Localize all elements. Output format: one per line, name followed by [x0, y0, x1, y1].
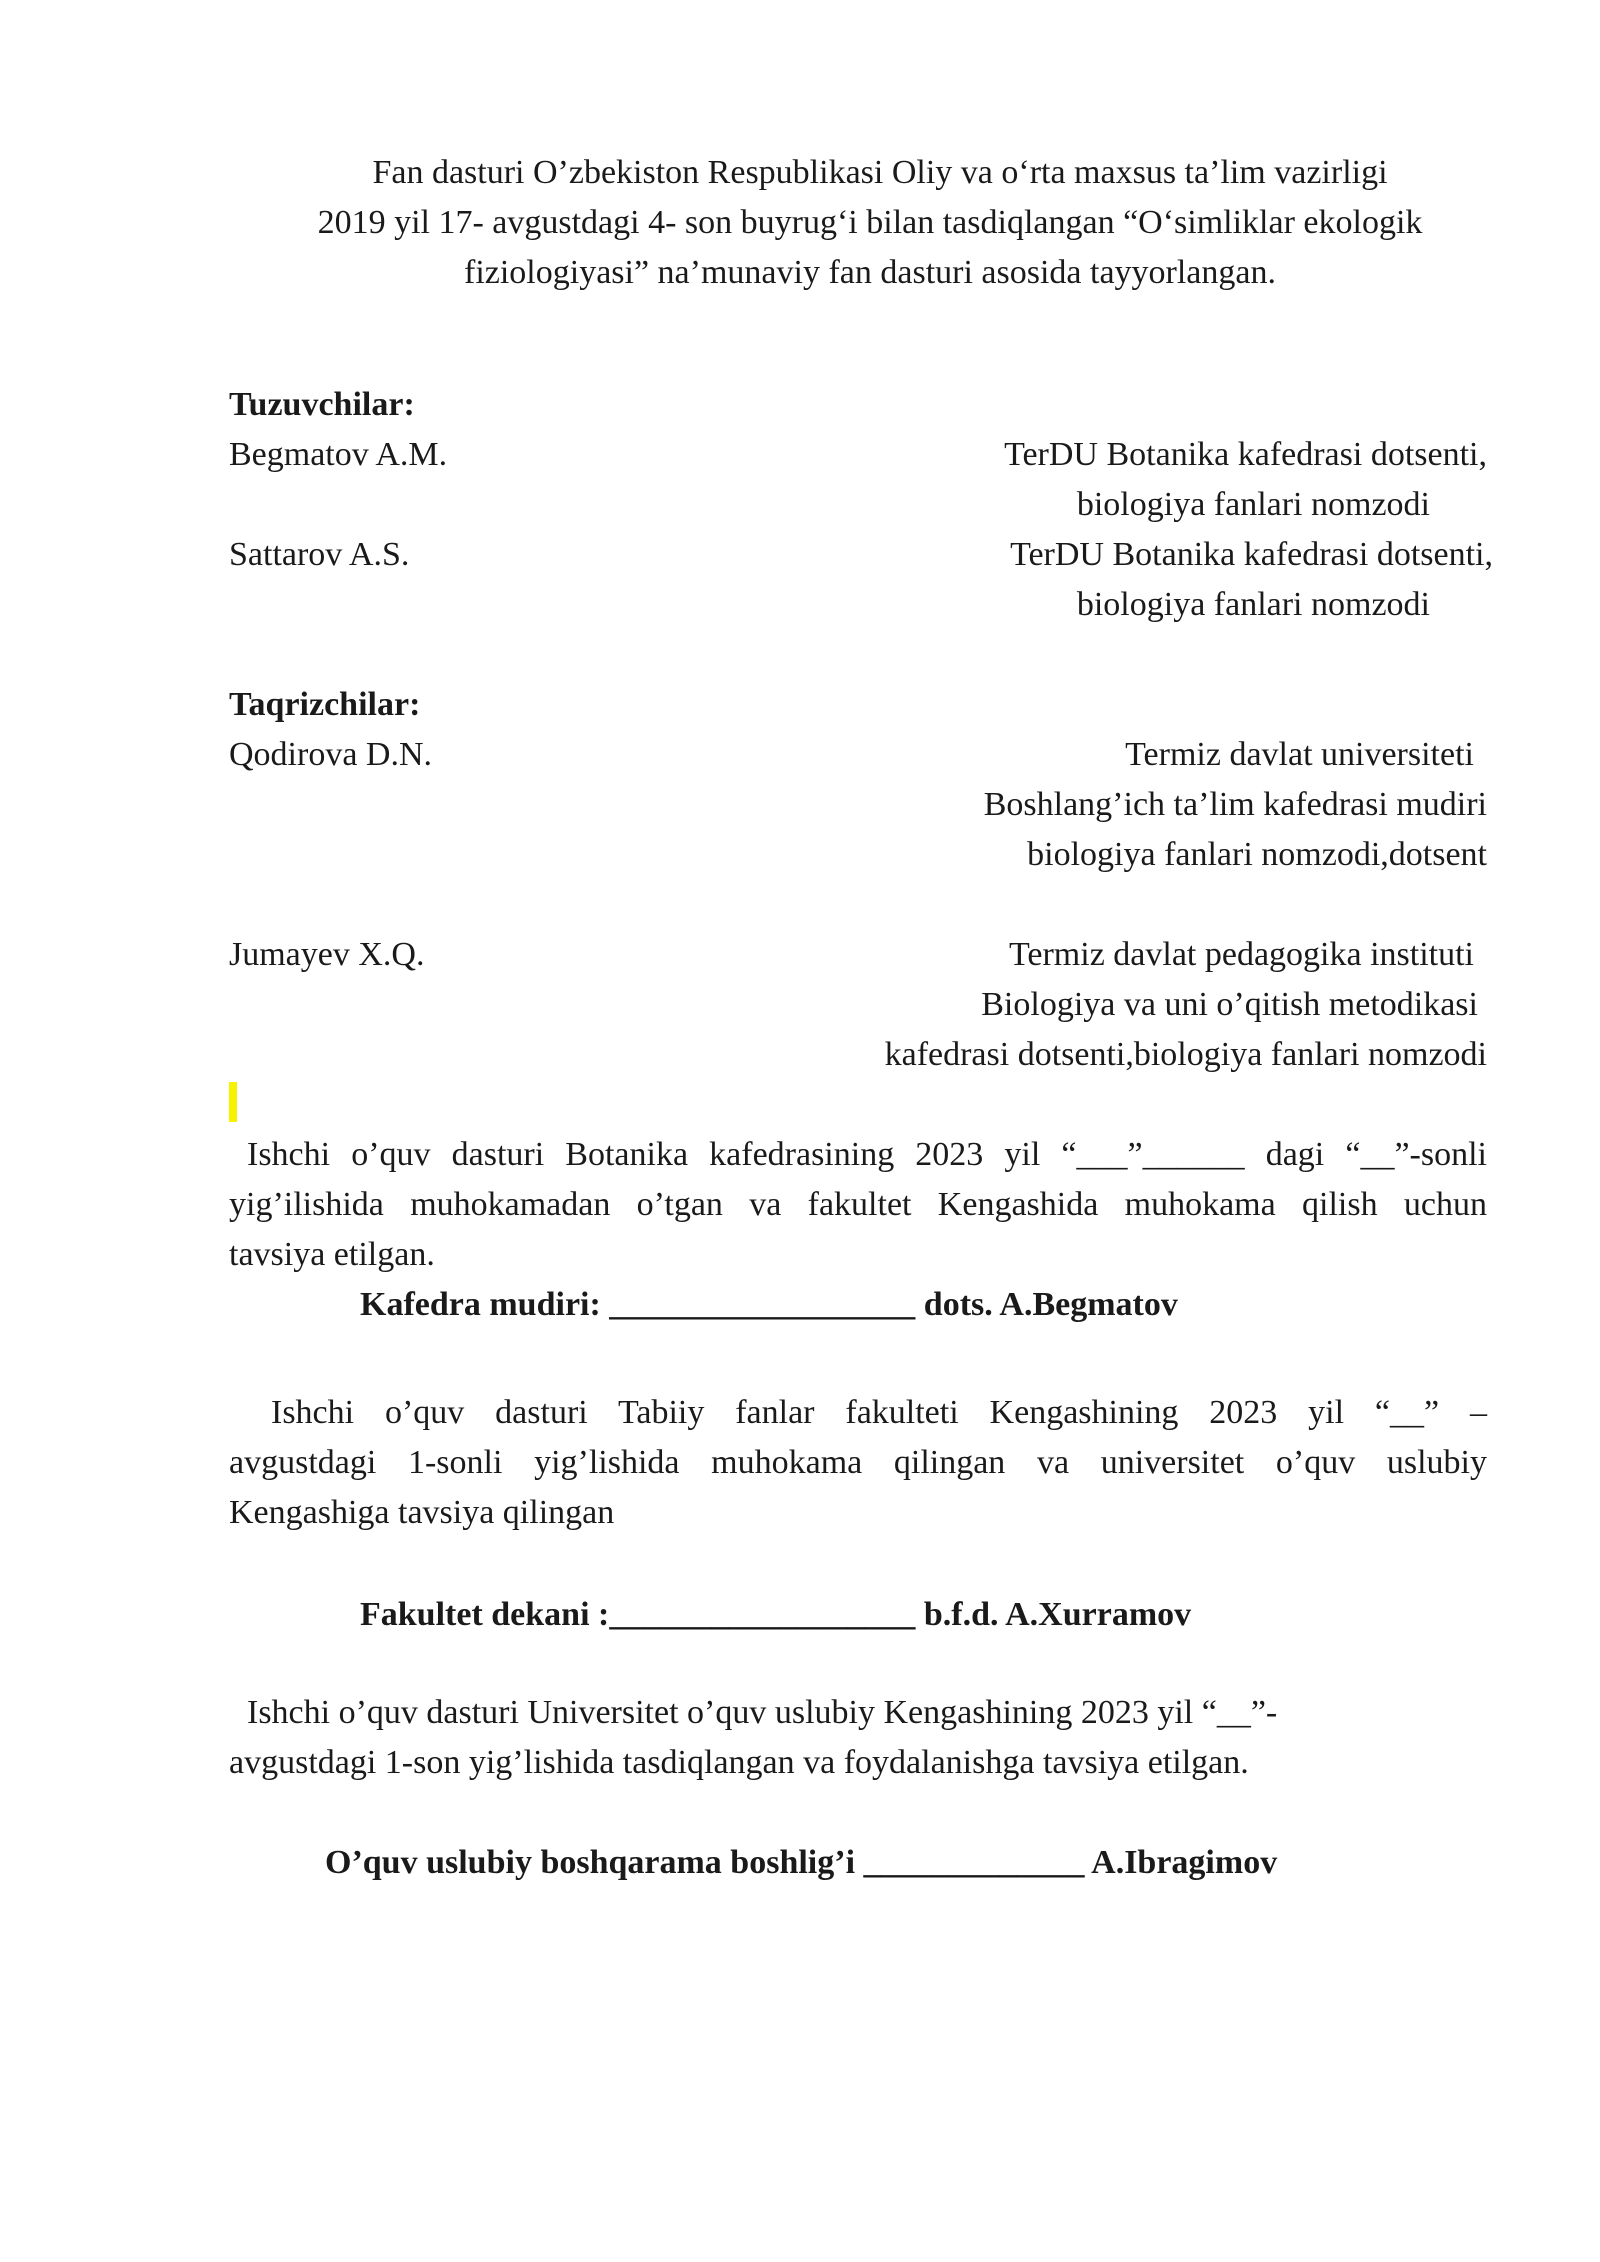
- paragraph-line: avgustdagi 1-son yig’lishida tasdiqlangan va foydalanishga tavsiya etilgan.: [229, 1744, 1249, 1781]
- intro-line: 2019 yil 17- avgustdagi 4- son buyrug‘i bilan tasdiqlangan “O‘simliklar ekologik: [317, 204, 1423, 241]
- author-name: Sattarov A.S.: [229, 536, 410, 573]
- author-name: Begmatov A.M.: [229, 436, 448, 473]
- reviewer-name: Qodirova D.N.: [229, 736, 433, 773]
- authors-heading: Tuzuvchilar:: [229, 386, 415, 423]
- paragraph-line: yig’ilishida muhokamadan o’tgan va fakultet Kengashida muhokama qilish uchun: [229, 1186, 1487, 1223]
- reviewer-name: Jumayev X.Q.: [229, 936, 425, 973]
- reviewer-role-line: biologiya fanlari nomzodi,dotsent: [1027, 836, 1487, 873]
- reviewer-role-line: Boshlang’ich ta’lim kafedrasi mudiri: [983, 786, 1487, 823]
- reviewer-role-line: kafedrasi dotsenti,biologiya fanlari nomzodi: [884, 1036, 1487, 1073]
- highlight-mark: [229, 1082, 237, 1122]
- intro-line: fiziologiyasi” na’munaviy fan dasturi asosida tayyorlangan.: [464, 254, 1276, 291]
- reviewers-heading: Taqrizchilar:: [229, 686, 421, 723]
- dean-signature: Fakultet dekani :__________________ b.f.d. A.Xurramov: [360, 1596, 1192, 1633]
- reviewer-role-line: Termiz davlat universiteti: [1125, 736, 1474, 773]
- university-approval-paragraph: [229, 1688, 1487, 1788]
- department-head-signature: Kafedra mudiri: __________________ dots. A.Begmatov: [360, 1286, 1178, 1323]
- department-approval-paragraph: [229, 1130, 1487, 1280]
- paragraph-line: tavsiya etilgan.: [229, 1236, 435, 1273]
- reviewer-role-line: Biologiya va uni o’qitish metodikasi: [981, 986, 1478, 1023]
- intro-paragraph: [230, 148, 1510, 298]
- author-role-line: biologiya fanlari nomzodi: [1076, 486, 1430, 523]
- intro-line: Fan dasturi O’zbekiston Respublikasi Oliy va o‘rta maxsus ta’lim vazirligi: [372, 154, 1388, 191]
- author-role-line: TerDU Botanika kafedrasi dotsenti,: [1004, 436, 1487, 473]
- methodology-head-signature: O’quv uslubiy boshqarama boshlig’i _____________ A.Ibragimov: [325, 1844, 1278, 1881]
- author-role-line: biologiya fanlari nomzodi: [1076, 586, 1430, 623]
- paragraph-line: Ishchi o’quv dasturi Botanika kafedrasining 2023 yil “___”______ dagi “__”-sonli: [247, 1136, 1487, 1173]
- paragraph-line: avgustdagi 1-sonli yig’lishida muhokama qilingan va universitet o’quv uslubiy: [229, 1444, 1487, 1481]
- paragraph-line: Ishchi o’quv dasturi Tabiiy fanlar fakulteti Kengashining 2023 yil “__” –: [271, 1394, 1487, 1431]
- faculty-approval-paragraph: [229, 1388, 1487, 1538]
- paragraph-line: Kengashiga tavsiya qilingan: [229, 1494, 615, 1531]
- author-role-line: TerDU Botanika kafedrasi dotsenti,: [1010, 536, 1493, 573]
- reviewer-role-line: Termiz davlat pedagogika instituti: [1009, 936, 1474, 973]
- paragraph-line: Ishchi o’quv dasturi Universitet o’quv uslubiy Kengashining 2023 yil “__”-: [247, 1694, 1278, 1731]
